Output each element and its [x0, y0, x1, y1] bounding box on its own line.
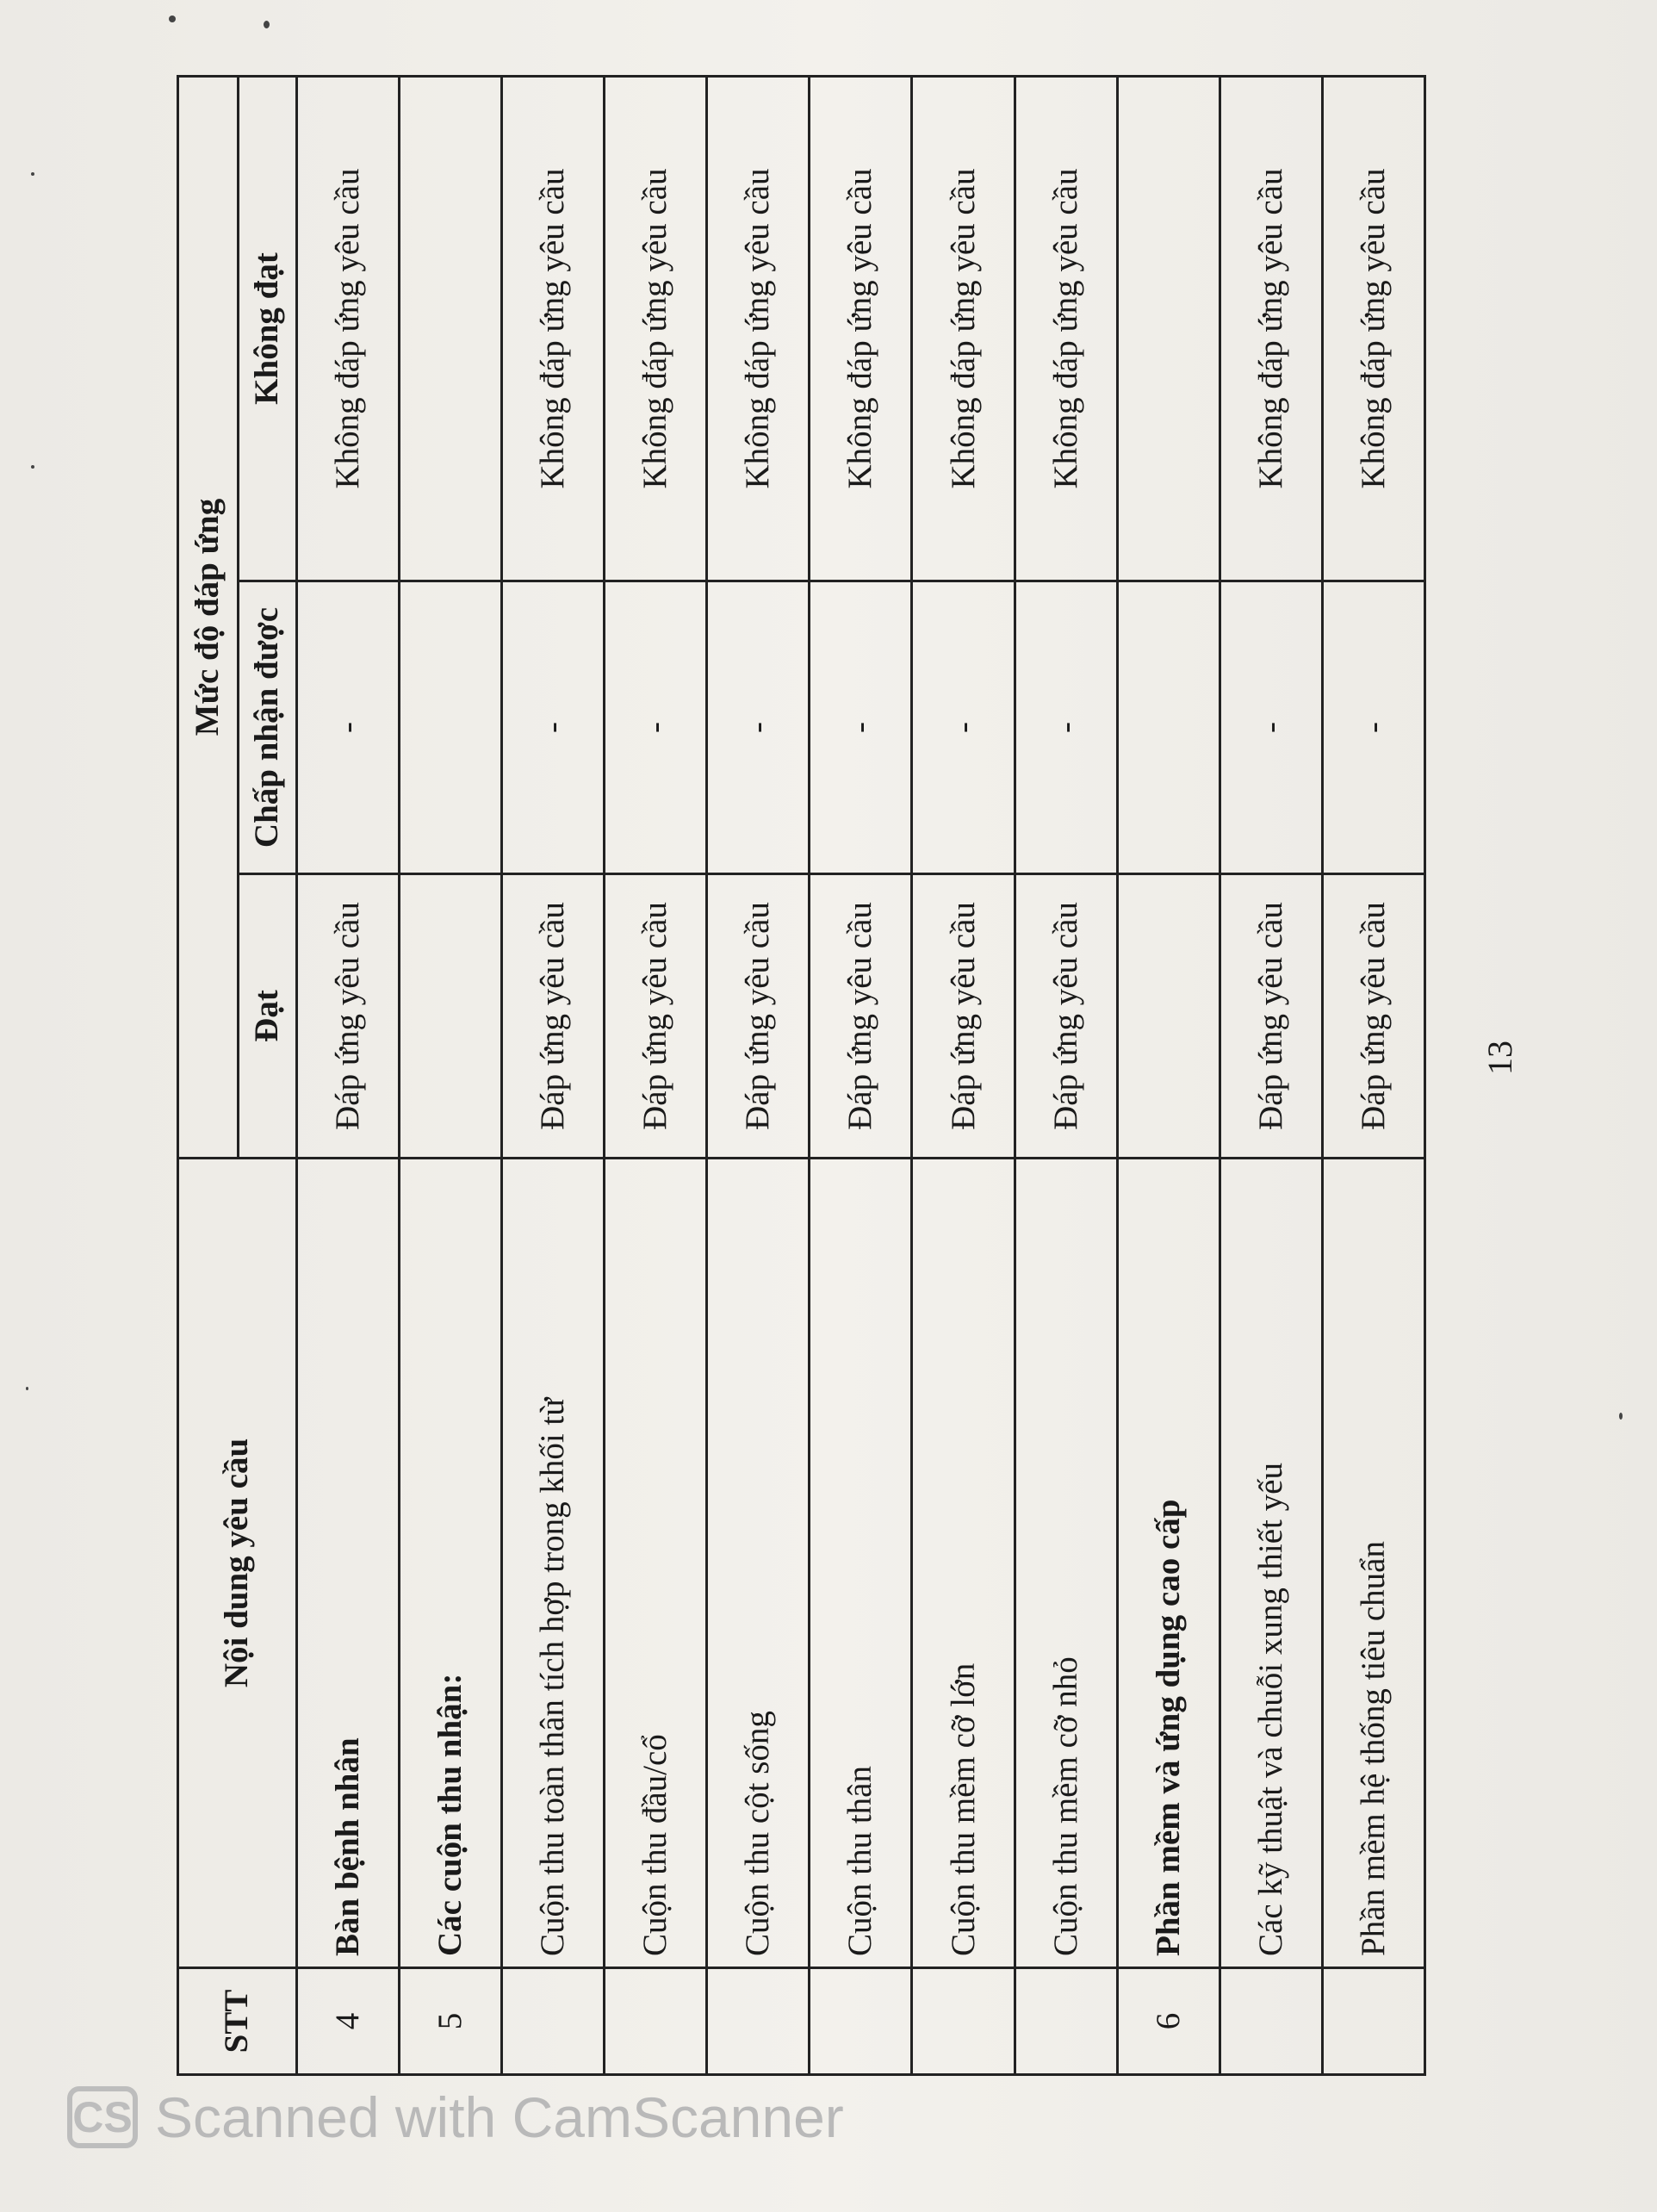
cell-chap-nhan: -: [297, 581, 400, 874]
cell-dat: [1117, 874, 1219, 1159]
cell-dat: Đáp ứng yêu cầu: [605, 874, 707, 1159]
cell-chap-nhan: -: [1015, 581, 1117, 874]
table-row: [605, 77, 707, 2075]
table-row: [912, 77, 1015, 2075]
cell-chap-nhan: -: [707, 581, 810, 874]
scan-speck: [31, 172, 34, 176]
watermark-text: Scanned with CamScanner: [155, 2085, 844, 2149]
scan-speck: [264, 21, 270, 28]
cell-khong-dat: Không đáp ứng yêu cầu: [297, 77, 400, 581]
cell-dat: Đáp ứng yêu cầu: [912, 874, 1015, 1159]
cell-content: Cuộn thu đầu/cổ: [605, 1159, 707, 1968]
cell-content: Cuộn thu thân: [810, 1159, 912, 1968]
cell-stt: [707, 1968, 810, 2075]
cell-content: Các kỹ thuật và chuỗi xung thiết yếu: [1219, 1159, 1322, 1968]
cell-content: Cuộn thu mềm cỡ nhỏ: [1015, 1159, 1117, 1968]
cell-dat: Đáp ứng yêu cầu: [1322, 874, 1424, 1159]
cell-dat: Đáp ứng yêu cầu: [707, 874, 810, 1159]
camscanner-watermark: [67, 2085, 844, 2150]
cell-khong-dat: Không đáp ứng yêu cầu: [1219, 77, 1322, 581]
cell-stt: 5: [400, 1968, 502, 2075]
cell-chap-nhan: -: [605, 581, 707, 874]
cell-chap-nhan: -: [1219, 581, 1322, 874]
header-stt: STT: [178, 1968, 297, 2075]
cell-stt: [912, 1968, 1015, 2075]
cell-stt: [810, 1968, 912, 2075]
cell-dat: Đáp ứng yêu cầu: [810, 874, 912, 1159]
scan-speck: [169, 16, 176, 22]
page-number: 13: [1480, 1041, 1519, 1075]
cell-chap-nhan: [1117, 581, 1219, 874]
cell-khong-dat: Không đáp ứng yêu cầu: [707, 77, 810, 581]
cell-content: Phần mềm và ứng dụng cao cấp: [1117, 1159, 1219, 1968]
cell-khong-dat: Không đáp ứng yêu cầu: [810, 77, 912, 581]
header-level-group: Mức độ đáp ứng: [178, 77, 239, 1159]
table-row: [1117, 77, 1219, 2075]
cell-chap-nhan: -: [810, 581, 912, 874]
header-khong-dat: Không đạt: [239, 77, 297, 581]
scan-speck: [26, 1387, 28, 1390]
cell-chap-nhan: -: [502, 581, 605, 874]
cell-khong-dat: [1117, 77, 1219, 581]
cell-chap-nhan: -: [1322, 581, 1424, 874]
cell-dat: Đáp ứng yêu cầu: [297, 874, 400, 1159]
table-body: [297, 77, 1425, 2075]
table-row: [297, 77, 400, 2075]
scan-speck: [1619, 1413, 1623, 1420]
camscanner-logo-icon: CS: [67, 2086, 138, 2148]
header-dat: Đạt: [239, 874, 297, 1159]
cell-khong-dat: [400, 77, 502, 581]
cell-khong-dat: Không đáp ứng yêu cầu: [1322, 77, 1424, 581]
cell-content: Cuộn thu cột sống: [707, 1159, 810, 1968]
cell-content: Bàn bệnh nhân: [297, 1159, 400, 1968]
cell-stt: [502, 1968, 605, 2075]
cell-stt: 4: [297, 1968, 400, 2075]
scan-speck: [31, 465, 34, 469]
table-row: [707, 77, 810, 2075]
table-row: [1219, 77, 1322, 2075]
table-row: [810, 77, 912, 2075]
cell-chap-nhan: -: [912, 581, 1015, 874]
cell-chap-nhan: [400, 581, 502, 874]
cell-dat: [400, 874, 502, 1159]
cell-khong-dat: Không đáp ứng yêu cầu: [502, 77, 605, 581]
rotated-table-wrapper: [177, 78, 1424, 2076]
cell-stt: [1219, 1968, 1322, 2075]
cell-khong-dat: Không đáp ứng yêu cầu: [605, 77, 707, 581]
header-chap-nhan: Chấp nhận được: [239, 581, 297, 874]
cell-stt: [605, 1968, 707, 2075]
cell-content: Phần mềm hệ thống tiêu chuẩn: [1322, 1159, 1424, 1968]
cell-dat: Đáp ứng yêu cầu: [1015, 874, 1117, 1159]
cell-stt: 6: [1117, 1968, 1219, 2075]
table-row: [1015, 77, 1117, 2075]
header-content: Nội dung yêu cầu: [178, 1159, 297, 1968]
cell-stt: [1322, 1968, 1424, 2075]
cell-content: Các cuộn thu nhận:: [400, 1159, 502, 1968]
requirements-table: [177, 75, 1426, 2076]
table-row: [1322, 77, 1424, 2075]
cell-dat: Đáp ứng yêu cầu: [1219, 874, 1322, 1159]
cell-dat: Đáp ứng yêu cầu: [502, 874, 605, 1159]
cell-khong-dat: Không đáp ứng yêu cầu: [912, 77, 1015, 581]
cell-content: Cuộn thu mềm cỡ lớn: [912, 1159, 1015, 1968]
cell-stt: [1015, 1968, 1117, 2075]
table-row: [400, 77, 502, 2075]
table-row: [502, 77, 605, 2075]
cell-khong-dat: Không đáp ứng yêu cầu: [1015, 77, 1117, 581]
cell-content: Cuộn thu toàn thân tích hợp trong khối từ: [502, 1159, 605, 1968]
